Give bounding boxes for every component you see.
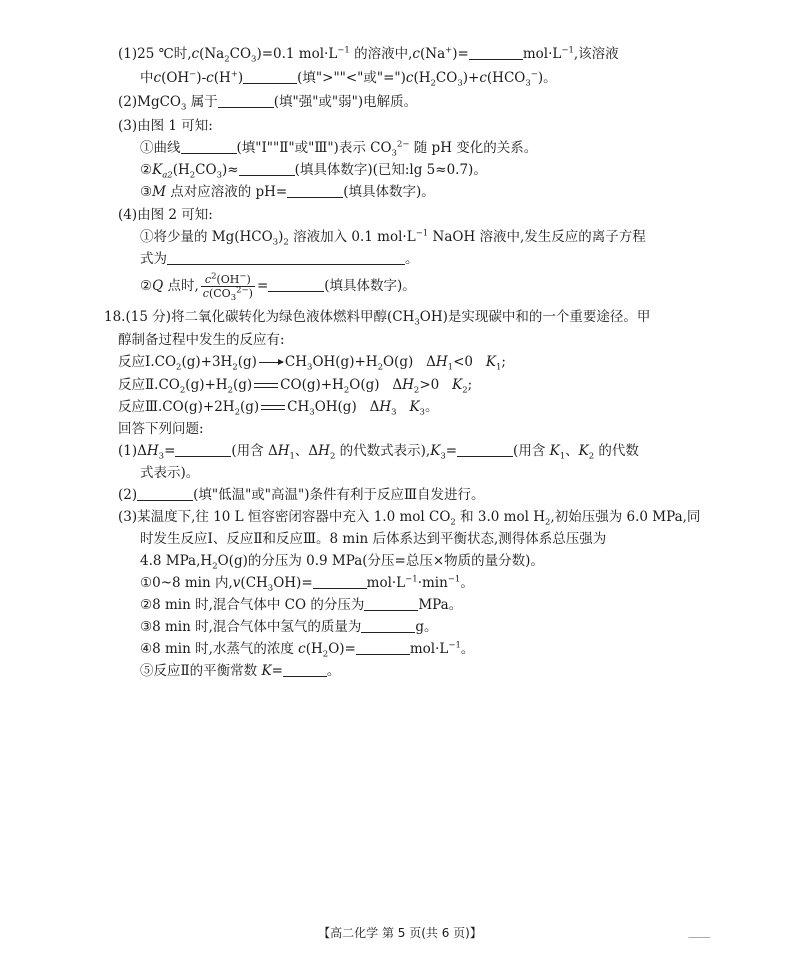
q17-part3-c: ③M 点对应溶液的 pH= (填具体数字)。 bbox=[140, 184, 435, 200]
answer-blank[interactable] bbox=[218, 93, 274, 108]
q17-part4-head: (4)由图 2 可知: bbox=[118, 207, 213, 223]
reaction-3: 反应$Ⅲ.CO(g)+2H_2(g)$ $CH_3OH(g)$ $\Delta H_3$ $K_3$。 bbox=[118, 399, 439, 418]
q17-part3-head: (3)由图 1 可知: bbox=[118, 118, 213, 134]
q17-part1-line2: 中c(OH−)-c(H+) (填">""<"或"$=")c(H_2CO_3)+c(HCO_3^-)$。 bbox=[140, 69, 557, 89]
answer-blank[interactable] bbox=[469, 45, 523, 60]
answer-blank[interactable] bbox=[361, 618, 415, 633]
q18-intro-line2: 醇制备过程中发生的反应有: bbox=[118, 332, 285, 348]
answer-blank[interactable] bbox=[313, 574, 367, 589]
q17-part4-a-line1: ①将少量的 $Mg(HCO_3)_2$ 溶液加入 0.1 $mol\cdot L^{-1}$ NaOH 溶液中,发生反应的离子方程 bbox=[140, 228, 646, 248]
q18-part1-line1: $(1)\Delta H_3=$ (用含 $\Delta H_1$、$\Delta H_2$ 的代数式表示)$,K_3=$ (用含 $K_1$、$K_2$ 的代数 bbox=[118, 443, 639, 462]
answer-blank[interactable] bbox=[243, 69, 297, 84]
answer-blank[interactable] bbox=[457, 442, 513, 457]
answer-blank[interactable] bbox=[287, 183, 343, 198]
q17-part1-line1: (1)25 ℃时$,c(Na_2CO_3)=0.1$ $mol\cdot L^{-1}$ 的溶液中$,c(Na^+)= mol\cdot L^{-1}$,该溶液 bbox=[118, 45, 619, 65]
corner-mark: ⸻ bbox=[688, 933, 711, 943]
answer-blank[interactable] bbox=[283, 662, 327, 677]
equilibrium-arrow bbox=[253, 381, 279, 391]
equilibrium-arrow bbox=[260, 403, 286, 413]
answer-blank[interactable] bbox=[239, 161, 295, 176]
q18-sub-1: ①0~8 min 内$,v(CH_3OH)= mol\cdot L^{-1}\cdot\min^{-1}$。 bbox=[140, 574, 474, 594]
answer-blank[interactable] bbox=[175, 442, 231, 457]
q17-part3-b: $②K_{a2}(H_2CO_3)\approx$ (填具体数字)(已知:lg 5≈0.7)。 bbox=[140, 162, 487, 181]
q17-part4-a-line2: 式为 。 bbox=[140, 251, 419, 267]
q18-sub-5: ⑤反应Ⅱ的平衡常数 K= 。 bbox=[140, 663, 341, 679]
q18-part3-line2: 时发生反应Ⅰ、反应Ⅱ和反应Ⅲ。8 min 后体系达到平衡状态,测得体系总压强为 bbox=[140, 531, 607, 547]
q18-intro-line1: 18.(15 分)将二氧化碳转化为绿色液体燃料甲醇$(CH_3OH)$是实现碳中和的一个重要途径。甲 bbox=[104, 309, 651, 328]
answer-blank[interactable] bbox=[364, 596, 418, 611]
reaction-2: 反应$Ⅱ.CO_2(g)+H_2(g)$ $CO(g)+H_2O(g)$ $\Delta H_2>0$ $K_2$; bbox=[118, 377, 473, 396]
answer-blank[interactable] bbox=[356, 640, 410, 655]
answer-blank[interactable] bbox=[137, 486, 193, 501]
q17-part2: (2)MgCO$_3$ 属于 (填"强"或"弱")电解质。 bbox=[118, 94, 418, 113]
q18-part2: (2) (填"低温"或"高温")条件有利于反应Ⅲ自发进行。 bbox=[118, 487, 485, 503]
q17-part4-b: ②Q 点时, $\frac{c^2(OH^-)}{c(CO_3^{2-})}$ = (填具体数字)。 bbox=[140, 271, 416, 304]
page-footer: 【高二化学 第 5 页(共 6 页)】 bbox=[318, 926, 482, 940]
q18-part3-line3: 4.8 $MPa,H_2O(g)$的分压为 0.9 MPa(分压=总压×物质的量分数)。 bbox=[140, 553, 544, 572]
answer-blank[interactable] bbox=[181, 139, 237, 154]
answer-blank[interactable] bbox=[167, 250, 405, 265]
fraction: $\frac{c^2(OH^-)}{c(CO_3^{2-})}$ bbox=[202, 271, 253, 304]
q18-part1-line2: 式表示)。 bbox=[140, 465, 200, 481]
reaction-1: 反应$Ⅰ.CO_2(g)+3H_2(g)$ $CH_3OH(g)+H_2O(g)$ $\Delta H_1<0$ $K_1$; bbox=[118, 354, 506, 373]
answer-blank[interactable] bbox=[268, 277, 324, 292]
q18-part3-line1: (3)某温度下,往 10 L 恒容密闭容器中充入 1.0 mol $CO_2$ 和 3.0 mol $H_2$,初始压强为 6.0 MPa,同 bbox=[118, 509, 701, 528]
q18-sub-2: ②8 min 时,混合气体中 CO 的分压为 MPa。 bbox=[140, 597, 463, 613]
q17-part3-a: ①曲线 (填"Ⅰ""Ⅱ"或"Ⅲ")表示 $CO_3^{2-}$ 随 pH 变化的关系。 bbox=[140, 139, 538, 159]
q18-sub-4: ④8 min 时,水蒸气的浓度 $c(H_2O)= mol\cdot L^{-1}$。 bbox=[140, 640, 475, 660]
q18-sub-3: ③8 min 时,混合气体中氢气的质量为 g。 bbox=[140, 619, 438, 635]
q18-answer-intro: 回答下列问题: bbox=[118, 421, 204, 437]
reaction-arrow bbox=[259, 362, 283, 363]
